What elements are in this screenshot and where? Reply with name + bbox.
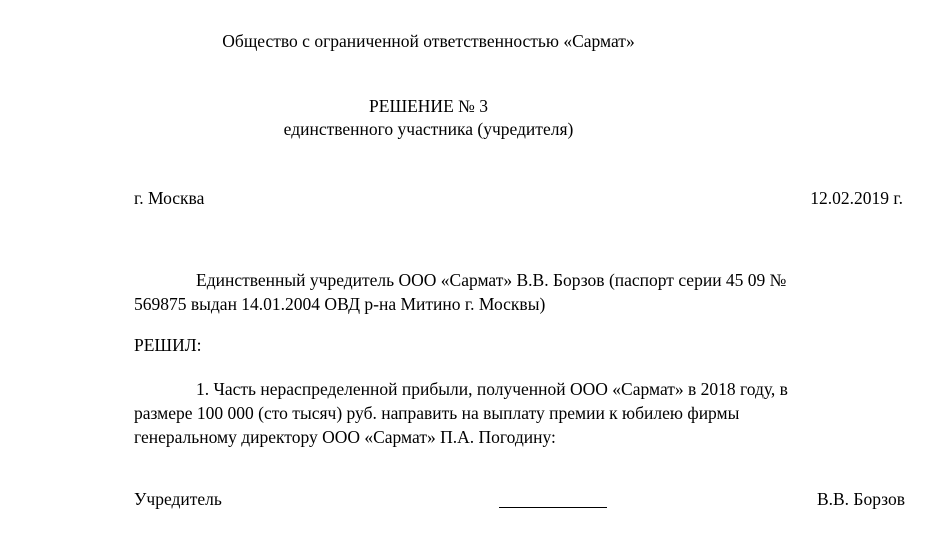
decided-heading: РЕШИЛ: xyxy=(134,335,202,355)
intro-paragraph xyxy=(134,268,854,316)
signature-line xyxy=(499,507,607,508)
document-title: РЕШЕНИЕ № 3 xyxy=(369,96,488,116)
city: г. Москва xyxy=(134,188,205,208)
document-date: 12.02.2019 г. xyxy=(810,188,903,208)
signatory-name: В.В. Борзов xyxy=(816,489,905,509)
intro-line-2: 569875 выдан 14.01.2004 ОВД р-на Митино г. Москвы) xyxy=(134,294,546,314)
document-subtitle: единственного участника (учредителя) xyxy=(283,119,574,139)
clause-1-line-1: 1. Часть нераспределенной прибыли, полученной ООО «Сармат» в 2018 году, в xyxy=(196,379,788,399)
intro-line-1: Единственный учредитель ООО «Сармат» В.В. Борзов (паспорт серии 45 09 № xyxy=(196,270,787,290)
clause-1-line-3: генеральному директору ООО «Сармат» П.А. Погодину: xyxy=(134,427,556,447)
clause-1-line-2: размере 100 000 (сто тысяч) руб. направить на выплату премии к юбилею фирмы xyxy=(134,403,740,423)
clause-1-paragraph xyxy=(134,377,854,449)
signatory-role: Учредитель xyxy=(134,489,222,509)
organization-name: Общество с ограниченной ответственностью «Сармат» xyxy=(222,31,635,51)
